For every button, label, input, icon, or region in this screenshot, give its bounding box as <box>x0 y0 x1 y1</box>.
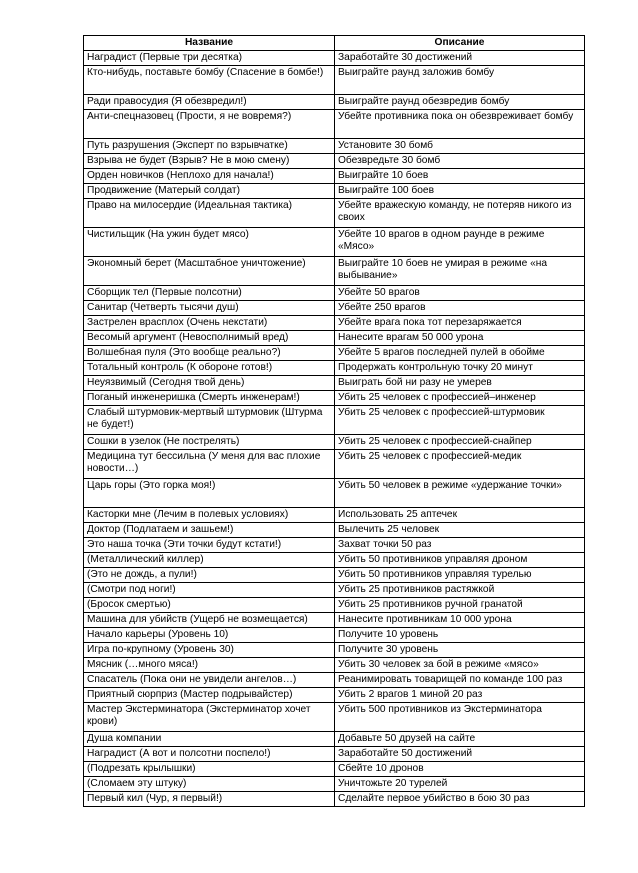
achievement-description-cell: Нанесите врагам 50 000 урона <box>335 331 585 346</box>
achievement-description-cell: Выиграйте 10 боев не умирая в режиме «на выбывание» <box>335 257 585 286</box>
achievement-name-cell: (Бросок смертью) <box>84 598 335 613</box>
achievement-description-cell: Убейте 10 врагов в одном раунде в режиме «Мясо» <box>335 228 585 257</box>
achievement-name-cell: (Смотри под ноги!) <box>84 583 335 598</box>
achievement-description-cell: Реанимировать товарищей по команде 100 раз <box>335 673 585 688</box>
achievement-description-cell: Убить 500 противников из Экстерминатора <box>335 703 585 732</box>
achievement-description-cell: Выиграйте раунд заложив бомбу <box>335 66 585 95</box>
table-row <box>84 316 585 331</box>
achievement-name-cell: Царь горы (Это горка моя!) <box>84 479 335 508</box>
achievement-name-cell: Наградист (Первые три десятка) <box>84 51 335 66</box>
achievement-name-cell: Чистильщик (На ужин будет мясо) <box>84 228 335 257</box>
achievement-description-cell: Убить 50 противников управляя турелью <box>335 568 585 583</box>
table-row <box>84 508 585 523</box>
table-row <box>84 139 585 154</box>
table-row <box>84 747 585 762</box>
table-row <box>84 732 585 747</box>
achievement-name-cell: Экономный берет (Масштабное уничтожение) <box>84 257 335 286</box>
achievement-name-cell: Спасатель (Пока они не увидели ангелов…) <box>84 673 335 688</box>
table-row <box>84 361 585 376</box>
achievement-description-cell: Убить 25 человек с профессией–инженер <box>335 391 585 406</box>
achievement-name-cell: Анти-спецназовец (Прости, я не вовремя?) <box>84 110 335 139</box>
table-row <box>84 331 585 346</box>
table-row <box>84 613 585 628</box>
achievement-name-cell: (Сломаем эту штуку) <box>84 777 335 792</box>
achievement-name-cell: Кто-нибудь, поставьте бомбу (Спасение в бомбе!) <box>84 66 335 95</box>
achievement-name-cell: Весомый аргумент (Невосполнимый вред) <box>84 331 335 346</box>
table-row <box>84 553 585 568</box>
achievement-description-cell: Убить 50 человек в режиме «удержание точки» <box>335 479 585 508</box>
achievement-description-cell: Убить 25 человек с профессией-штурмовик <box>335 406 585 435</box>
achievement-name-cell: Это наша точка (Эти точки будут кстати!) <box>84 538 335 553</box>
column-header-description: Описание <box>335 36 585 51</box>
achievement-description-cell: Обезвредьте 30 бомб <box>335 154 585 169</box>
achievement-name-cell: Сборщик тел (Первые полсотни) <box>84 286 335 301</box>
table-row <box>84 792 585 807</box>
achievement-description-cell: Убить 2 врагов 1 миной 20 раз <box>335 688 585 703</box>
achievement-description-cell: Вылечить 25 человек <box>335 523 585 538</box>
table-row <box>84 51 585 66</box>
table-row <box>84 762 585 777</box>
achievement-name-cell: Волшебная пуля (Это вообще реально?) <box>84 346 335 361</box>
achievement-description-cell: Заработайте 50 достижений <box>335 747 585 762</box>
table-row <box>84 228 585 257</box>
table-row <box>84 154 585 169</box>
achievement-description-cell: Нанесите противникам 10 000 урона <box>335 613 585 628</box>
achievement-description-cell: Убейте вражескую команду, не потеряв никого из своих <box>335 199 585 228</box>
achievements-table <box>83 35 585 807</box>
achievement-description-cell: Сделайте первое убийство в бою 30 раз <box>335 792 585 807</box>
table-row <box>84 450 585 479</box>
achievement-description-cell: Добавьте 50 друзей на сайте <box>335 732 585 747</box>
table-row <box>84 598 585 613</box>
achievement-description-cell: Убить 25 противников ручной гранатой <box>335 598 585 613</box>
achievement-name-cell: Душа компании <box>84 732 335 747</box>
achievement-description-cell: Убить 25 противников растяжкой <box>335 583 585 598</box>
table-row <box>84 199 585 228</box>
column-header-name: Название <box>84 36 335 51</box>
achievement-name-cell: Первый кил (Чур, я первый!) <box>84 792 335 807</box>
achievement-name-cell: Доктор (Подлатаем и зашьем!) <box>84 523 335 538</box>
table-body <box>84 51 585 807</box>
table-row <box>84 673 585 688</box>
achievement-name-cell: Касторки мне (Лечим в полевых условиях) <box>84 508 335 523</box>
table-row <box>84 95 585 110</box>
achievement-name-cell: Неуязвимый (Сегодня твой день) <box>84 376 335 391</box>
achievement-description-cell: Сбейте 10 дронов <box>335 762 585 777</box>
achievement-description-cell: Получите 10 уровень <box>335 628 585 643</box>
table-row <box>84 346 585 361</box>
achievement-description-cell: Продержать контрольную точку 20 минут <box>335 361 585 376</box>
table-row <box>84 257 585 286</box>
achievement-name-cell: Сошки в узелок (Не пострелять) <box>84 435 335 450</box>
achievement-name-cell: (Металлический киллер) <box>84 553 335 568</box>
achievement-description-cell: Установите 30 бомб <box>335 139 585 154</box>
achievement-description-cell: Получите 30 уровень <box>335 643 585 658</box>
table-row <box>84 777 585 792</box>
achievement-name-cell: Медицина тут бессильна (У меня для вас плохие новости…) <box>84 450 335 479</box>
achievement-name-cell: (Это не дождь, а пули!) <box>84 568 335 583</box>
table-row <box>84 376 585 391</box>
table-row <box>84 406 585 435</box>
table-row <box>84 538 585 553</box>
achievement-description-cell: Использовать 25 аптечек <box>335 508 585 523</box>
achievement-name-cell: Ради правосудия (Я обезвредил!) <box>84 95 335 110</box>
achievement-description-cell: Захват точки 50 раз <box>335 538 585 553</box>
achievement-description-cell: Убейте 5 врагов последней пулей в обойме <box>335 346 585 361</box>
table-row <box>84 523 585 538</box>
achievement-name-cell: (Подрезать крылышки) <box>84 762 335 777</box>
achievement-description-cell: Убить 30 человек за бой в режиме «мясо» <box>335 658 585 673</box>
achievement-name-cell: Орден новичков (Неплохо для начала!) <box>84 169 335 184</box>
achievement-name-cell: Наградист (А вот и полсотни поспело!) <box>84 747 335 762</box>
achievement-description-cell: Заработайте 30 достижений <box>335 51 585 66</box>
achievement-name-cell: Тотальный контроль (К обороне готов!) <box>84 361 335 376</box>
table-row <box>84 169 585 184</box>
achievement-name-cell: Начало карьеры (Уровень 10) <box>84 628 335 643</box>
achievement-name-cell: Право на милосердие (Идеальная тактика) <box>84 199 335 228</box>
achievement-description-cell: Убить 25 человек с профессией-медик <box>335 450 585 479</box>
achievement-name-cell: Поганый инженеришка (Смерть инженерам!) <box>84 391 335 406</box>
table-row <box>84 688 585 703</box>
achievement-name-cell: Игра по-крупному (Уровень 30) <box>84 643 335 658</box>
achievement-name-cell: Застрелен врасплох (Очень некстати) <box>84 316 335 331</box>
table-row <box>84 184 585 199</box>
table-row <box>84 286 585 301</box>
achievement-description-cell: Убейте противника пока он обезвреживает бомбу <box>335 110 585 139</box>
achievement-name-cell: Мясник (…много мяса!) <box>84 658 335 673</box>
achievement-name-cell: Слабый штурмовик-мертвый штурмовик (Штурма не будет!) <box>84 406 335 435</box>
table-row <box>84 435 585 450</box>
achievement-description-cell: Уничтожьте 20 турелей <box>335 777 585 792</box>
table-header-row <box>84 36 585 51</box>
achievement-description-cell: Убейте врага пока тот перезаряжается <box>335 316 585 331</box>
table-row <box>84 391 585 406</box>
achievement-description-cell: Выиграйте 100 боев <box>335 184 585 199</box>
achievement-description-cell: Выиграть бой ни разу не умерев <box>335 376 585 391</box>
achievement-name-cell: Приятный сюрприз (Мастер подрывайстер) <box>84 688 335 703</box>
table-row <box>84 110 585 139</box>
achievement-name-cell: Санитар (Четверть тысячи душ) <box>84 301 335 316</box>
table-row <box>84 301 585 316</box>
table-row <box>84 479 585 508</box>
table-row <box>84 583 585 598</box>
table-row <box>84 628 585 643</box>
achievement-description-cell: Выиграйте раунд обезвредив бомбу <box>335 95 585 110</box>
achievement-description-cell: Убить 50 противников управляя дроном <box>335 553 585 568</box>
achievement-description-cell: Убить 25 человек с профессией-снайпер <box>335 435 585 450</box>
achievement-name-cell: Путь разрушения (Эксперт по взрывчатке) <box>84 139 335 154</box>
achievement-name-cell: Продвижение (Матерый солдат) <box>84 184 335 199</box>
table-row <box>84 643 585 658</box>
table-row <box>84 658 585 673</box>
achievement-name-cell: Машина для убийств (Ущерб не возмещается) <box>84 613 335 628</box>
table-row <box>84 66 585 95</box>
table-row <box>84 703 585 732</box>
table-row <box>84 568 585 583</box>
achievement-description-cell: Выиграйте 10 боев <box>335 169 585 184</box>
achievement-name-cell: Мастер Экстерминатора (Экстерминатор хочет крови) <box>84 703 335 732</box>
achievement-description-cell: Убейте 50 врагов <box>335 286 585 301</box>
achievement-description-cell: Убейте 250 врагов <box>335 301 585 316</box>
achievement-name-cell: Взрыва не будет (Взрыв? Не в мою смену) <box>84 154 335 169</box>
